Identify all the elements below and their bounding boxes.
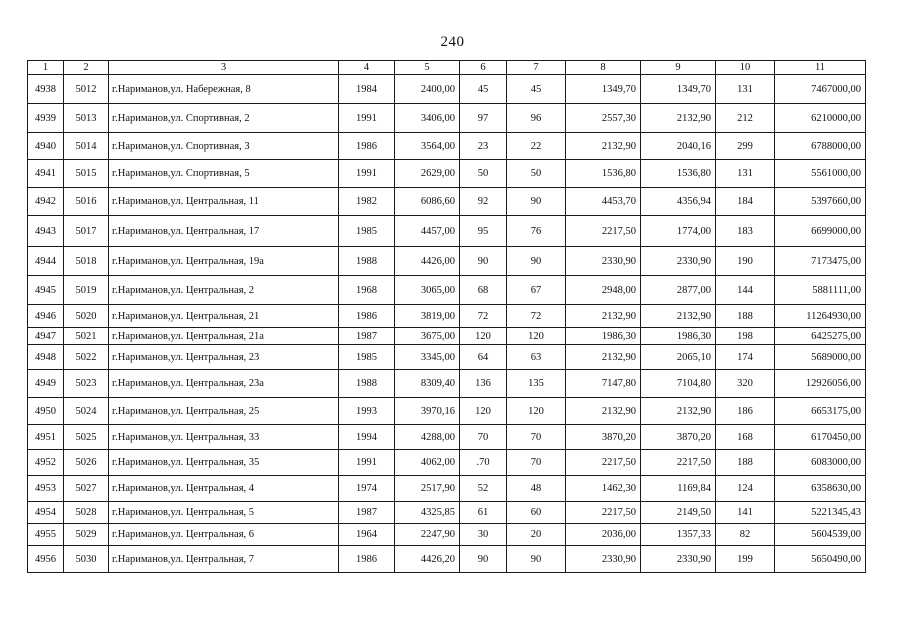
col-8-value-cell: 2217,50: [566, 450, 641, 476]
area-cell: 4288,00: [395, 425, 460, 450]
cost-cell: 6358630,00: [775, 476, 866, 502]
year-cell: 1988: [339, 247, 395, 276]
col-6-value-cell: 70: [460, 425, 507, 450]
col-9-value-cell: 2330,90: [641, 247, 716, 276]
object-number-cell: 5024: [64, 398, 109, 425]
area-cell: 3970,16: [395, 398, 460, 425]
table-row: [28, 524, 866, 546]
housing-register-table: [27, 60, 866, 573]
col-6-value-cell: 95: [460, 216, 507, 247]
column-header-7: 7: [507, 61, 566, 75]
table-row: [28, 276, 866, 305]
col-10-value-cell: 131: [716, 75, 775, 104]
area-cell: 3406,00: [395, 104, 460, 133]
area-cell: 2400,00: [395, 75, 460, 104]
year-cell: 1964: [339, 524, 395, 546]
table-row: [28, 247, 866, 276]
cost-cell: 6170450,00: [775, 425, 866, 450]
column-header-3: 3: [109, 61, 339, 75]
col-10-value-cell: 168: [716, 425, 775, 450]
row-index-cell: 4953: [28, 476, 64, 502]
col-10-value-cell: 198: [716, 328, 775, 345]
column-header-11: 11: [775, 61, 866, 75]
year-cell: 1974: [339, 476, 395, 502]
row-index-cell: 4938: [28, 75, 64, 104]
column-header-6: 6: [460, 61, 507, 75]
cost-cell: 6699000,00: [775, 216, 866, 247]
col-8-value-cell: 1536,80: [566, 160, 641, 188]
year-cell: 1987: [339, 502, 395, 524]
area-cell: 4426,00: [395, 247, 460, 276]
year-cell: 1993: [339, 398, 395, 425]
row-index-cell: 4939: [28, 104, 64, 133]
object-number-cell: 5027: [64, 476, 109, 502]
row-index-cell: 4944: [28, 247, 64, 276]
col-9-value-cell: 2132,90: [641, 398, 716, 425]
table-row: [28, 328, 866, 345]
col-9-value-cell: 1349,70: [641, 75, 716, 104]
cost-cell: 5221345,43: [775, 502, 866, 524]
year-cell: 1988: [339, 370, 395, 398]
object-number-cell: 5013: [64, 104, 109, 133]
object-number-cell: 5018: [64, 247, 109, 276]
cost-cell: 6210000,00: [775, 104, 866, 133]
table-row: [28, 305, 866, 328]
area-cell: 3819,00: [395, 305, 460, 328]
col-9-value-cell: 1169,84: [641, 476, 716, 502]
col-10-value-cell: 174: [716, 345, 775, 370]
column-number-row: [28, 61, 866, 75]
object-number-cell: 5014: [64, 133, 109, 160]
area-cell: 3065,00: [395, 276, 460, 305]
column-header-9: 9: [641, 61, 716, 75]
col-10-value-cell: 188: [716, 450, 775, 476]
table-row: [28, 370, 866, 398]
address-cell: г.Нариманов,ул. Центральная, 5: [109, 502, 339, 524]
col-7-value-cell: 120: [507, 328, 566, 345]
table-row: [28, 502, 866, 524]
year-cell: 1986: [339, 133, 395, 160]
col-6-value-cell: 136: [460, 370, 507, 398]
cost-cell: 6425275,00: [775, 328, 866, 345]
col-9-value-cell: 2149,50: [641, 502, 716, 524]
cost-cell: 6788000,00: [775, 133, 866, 160]
col-7-value-cell: 45: [507, 75, 566, 104]
object-number-cell: 5022: [64, 345, 109, 370]
col-9-value-cell: 1986,30: [641, 328, 716, 345]
col-9-value-cell: 2065,10: [641, 345, 716, 370]
col-8-value-cell: 2948,00: [566, 276, 641, 305]
col-6-value-cell: 23: [460, 133, 507, 160]
address-cell: г.Нариманов,ул. Центральная, 4: [109, 476, 339, 502]
column-header-5: 5: [395, 61, 460, 75]
column-header-8: 8: [566, 61, 641, 75]
column-header-10: 10: [716, 61, 775, 75]
col-8-value-cell: 2132,90: [566, 345, 641, 370]
area-cell: 2517,90: [395, 476, 460, 502]
cost-cell: 11264930,00: [775, 305, 866, 328]
object-number-cell: 5019: [64, 276, 109, 305]
table-row: [28, 104, 866, 133]
col-9-value-cell: 1536,80: [641, 160, 716, 188]
col-6-value-cell: 120: [460, 398, 507, 425]
column-header-4: 4: [339, 61, 395, 75]
table-row: [28, 345, 866, 370]
col-9-value-cell: 4356,94: [641, 188, 716, 216]
table-row: [28, 133, 866, 160]
cost-cell: 5650490,00: [775, 546, 866, 573]
col-9-value-cell: 3870,20: [641, 425, 716, 450]
address-cell: г.Нариманов,ул. Центральная, 33: [109, 425, 339, 450]
object-number-cell: 5012: [64, 75, 109, 104]
address-cell: г.Нариманов,ул. Центральная, 19а: [109, 247, 339, 276]
col-10-value-cell: 124: [716, 476, 775, 502]
address-cell: г.Нариманов,ул. Центральная, 23а: [109, 370, 339, 398]
object-number-cell: 5016: [64, 188, 109, 216]
year-cell: 1987: [339, 328, 395, 345]
col-10-value-cell: 190: [716, 247, 775, 276]
year-cell: 1994: [339, 425, 395, 450]
col-7-value-cell: 70: [507, 425, 566, 450]
col-6-value-cell: 52: [460, 476, 507, 502]
col-6-value-cell: 97: [460, 104, 507, 133]
cost-cell: 6653175,00: [775, 398, 866, 425]
row-index-cell: 4945: [28, 276, 64, 305]
col-9-value-cell: 2040,16: [641, 133, 716, 160]
col-8-value-cell: 4453,70: [566, 188, 641, 216]
col-8-value-cell: 7147,80: [566, 370, 641, 398]
cost-cell: 5689000,00: [775, 345, 866, 370]
area-cell: 6086,60: [395, 188, 460, 216]
col-8-value-cell: 3870,20: [566, 425, 641, 450]
col-7-value-cell: 72: [507, 305, 566, 328]
col-7-value-cell: 120: [507, 398, 566, 425]
area-cell: 4426,20: [395, 546, 460, 573]
address-cell: г.Нариманов,ул. Спортивная, 2: [109, 104, 339, 133]
row-index-cell: 4956: [28, 546, 64, 573]
col-9-value-cell: 1357,33: [641, 524, 716, 546]
cost-cell: 7467000,00: [775, 75, 866, 104]
col-6-value-cell: .70: [460, 450, 507, 476]
table-body: [28, 75, 866, 573]
cost-cell: 6083000,00: [775, 450, 866, 476]
col-10-value-cell: 299: [716, 133, 775, 160]
column-header-2: 2: [64, 61, 109, 75]
col-7-value-cell: 48: [507, 476, 566, 502]
col-7-value-cell: 90: [507, 188, 566, 216]
area-cell: 3345,00: [395, 345, 460, 370]
col-6-value-cell: 61: [460, 502, 507, 524]
col-8-value-cell: 2036,00: [566, 524, 641, 546]
page-number: 240: [440, 34, 465, 50]
col-10-value-cell: 199: [716, 546, 775, 573]
col-10-value-cell: 184: [716, 188, 775, 216]
year-cell: 1982: [339, 188, 395, 216]
year-cell: 1984: [339, 75, 395, 104]
col-6-value-cell: 72: [460, 305, 507, 328]
table-row: [28, 546, 866, 573]
object-number-cell: 5029: [64, 524, 109, 546]
address-cell: г.Нариманов,ул. Центральная, 21: [109, 305, 339, 328]
address-cell: г.Нариманов,ул. Центральная, 21а: [109, 328, 339, 345]
area-cell: 4457,00: [395, 216, 460, 247]
object-number-cell: 5030: [64, 546, 109, 573]
row-index-cell: 4948: [28, 345, 64, 370]
col-10-value-cell: 188: [716, 305, 775, 328]
col-8-value-cell: 2132,90: [566, 305, 641, 328]
row-index-cell: 4954: [28, 502, 64, 524]
col-7-value-cell: 22: [507, 133, 566, 160]
area-cell: 3564,00: [395, 133, 460, 160]
col-8-value-cell: 2132,90: [566, 398, 641, 425]
object-number-cell: 5020: [64, 305, 109, 328]
row-index-cell: 4951: [28, 425, 64, 450]
address-cell: г.Нариманов,ул. Центральная, 23: [109, 345, 339, 370]
col-9-value-cell: 2217,50: [641, 450, 716, 476]
cost-cell: 5561000,00: [775, 160, 866, 188]
col-6-value-cell: 90: [460, 546, 507, 573]
col-10-value-cell: 144: [716, 276, 775, 305]
year-cell: 1986: [339, 305, 395, 328]
row-index-cell: 4947: [28, 328, 64, 345]
row-index-cell: 4946: [28, 305, 64, 328]
area-cell: 4325,85: [395, 502, 460, 524]
col-9-value-cell: 2877,00: [641, 276, 716, 305]
col-8-value-cell: 1462,30: [566, 476, 641, 502]
year-cell: 1985: [339, 345, 395, 370]
address-cell: г.Нариманов,ул. Спортивная, 5: [109, 160, 339, 188]
address-cell: г.Нариманов,ул. Центральная, 35: [109, 450, 339, 476]
table-row: [28, 160, 866, 188]
col-6-value-cell: 64: [460, 345, 507, 370]
address-cell: г.Нариманов,ул. Центральная, 2: [109, 276, 339, 305]
col-8-value-cell: 2330,90: [566, 247, 641, 276]
col-8-value-cell: 2217,50: [566, 216, 641, 247]
year-cell: 1985: [339, 216, 395, 247]
object-number-cell: 5028: [64, 502, 109, 524]
year-cell: 1991: [339, 450, 395, 476]
col-10-value-cell: 131: [716, 160, 775, 188]
col-7-value-cell: 67: [507, 276, 566, 305]
year-cell: 1986: [339, 546, 395, 573]
col-8-value-cell: 2330,90: [566, 546, 641, 573]
cost-cell: 5397660,00: [775, 188, 866, 216]
col-9-value-cell: 2132,90: [641, 104, 716, 133]
col-10-value-cell: 82: [716, 524, 775, 546]
row-index-cell: 4952: [28, 450, 64, 476]
year-cell: 1991: [339, 160, 395, 188]
cost-cell: 12926056,00: [775, 370, 866, 398]
address-cell: г.Нариманов,ул. Набережная, 8: [109, 75, 339, 104]
address-cell: г.Нариманов,ул. Центральная, 7: [109, 546, 339, 573]
col-6-value-cell: 92: [460, 188, 507, 216]
object-number-cell: 5023: [64, 370, 109, 398]
object-number-cell: 5021: [64, 328, 109, 345]
col-9-value-cell: 1774,00: [641, 216, 716, 247]
row-index-cell: 4942: [28, 188, 64, 216]
col-8-value-cell: 2132,90: [566, 133, 641, 160]
col-8-value-cell: 2217,50: [566, 502, 641, 524]
col-7-value-cell: 50: [507, 160, 566, 188]
col-9-value-cell: 7104,80: [641, 370, 716, 398]
area-cell: 3675,00: [395, 328, 460, 345]
table-row: [28, 75, 866, 104]
col-7-value-cell: 135: [507, 370, 566, 398]
col-6-value-cell: 68: [460, 276, 507, 305]
col-10-value-cell: 186: [716, 398, 775, 425]
col-10-value-cell: 183: [716, 216, 775, 247]
col-10-value-cell: 141: [716, 502, 775, 524]
object-number-cell: 5015: [64, 160, 109, 188]
address-cell: г.Нариманов,ул. Центральная, 6: [109, 524, 339, 546]
object-number-cell: 5025: [64, 425, 109, 450]
table-row: [28, 188, 866, 216]
year-cell: 1991: [339, 104, 395, 133]
row-index-cell: 4950: [28, 398, 64, 425]
column-header-1: 1: [28, 61, 64, 75]
object-number-cell: 5026: [64, 450, 109, 476]
table-row: [28, 216, 866, 247]
cost-cell: 5881111,00: [775, 276, 866, 305]
col-8-value-cell: 1986,30: [566, 328, 641, 345]
row-index-cell: 4949: [28, 370, 64, 398]
col-7-value-cell: 20: [507, 524, 566, 546]
address-cell: г.Нариманов,ул. Спортивная, 3: [109, 133, 339, 160]
table-row: [28, 425, 866, 450]
area-cell: 2247,90: [395, 524, 460, 546]
col-8-value-cell: 2557,30: [566, 104, 641, 133]
col-6-value-cell: 30: [460, 524, 507, 546]
table-row: [28, 398, 866, 425]
col-7-value-cell: 96: [507, 104, 566, 133]
row-index-cell: 4940: [28, 133, 64, 160]
col-6-value-cell: 50: [460, 160, 507, 188]
col-10-value-cell: 212: [716, 104, 775, 133]
col-6-value-cell: 45: [460, 75, 507, 104]
object-number-cell: 5017: [64, 216, 109, 247]
area-cell: 8309,40: [395, 370, 460, 398]
col-6-value-cell: 90: [460, 247, 507, 276]
col-7-value-cell: 90: [507, 247, 566, 276]
cost-cell: 7173475,00: [775, 247, 866, 276]
address-cell: г.Нариманов,ул. Центральная, 17: [109, 216, 339, 247]
row-index-cell: 4943: [28, 216, 64, 247]
area-cell: 2629,00: [395, 160, 460, 188]
col-9-value-cell: 2330,90: [641, 546, 716, 573]
year-cell: 1968: [339, 276, 395, 305]
col-7-value-cell: 63: [507, 345, 566, 370]
address-cell: г.Нариманов,ул. Центральная, 25: [109, 398, 339, 425]
col-9-value-cell: 2132,90: [641, 305, 716, 328]
area-cell: 4062,00: [395, 450, 460, 476]
col-8-value-cell: 1349,70: [566, 75, 641, 104]
address-cell: г.Нариманов,ул. Центральная, 11: [109, 188, 339, 216]
table-row: [28, 450, 866, 476]
col-7-value-cell: 60: [507, 502, 566, 524]
col-7-value-cell: 70: [507, 450, 566, 476]
cost-cell: 5604539,00: [775, 524, 866, 546]
row-index-cell: 4955: [28, 524, 64, 546]
table-row: [28, 476, 866, 502]
row-index-cell: 4941: [28, 160, 64, 188]
col-6-value-cell: 120: [460, 328, 507, 345]
col-7-value-cell: 90: [507, 546, 566, 573]
col-7-value-cell: 76: [507, 216, 566, 247]
col-10-value-cell: 320: [716, 370, 775, 398]
